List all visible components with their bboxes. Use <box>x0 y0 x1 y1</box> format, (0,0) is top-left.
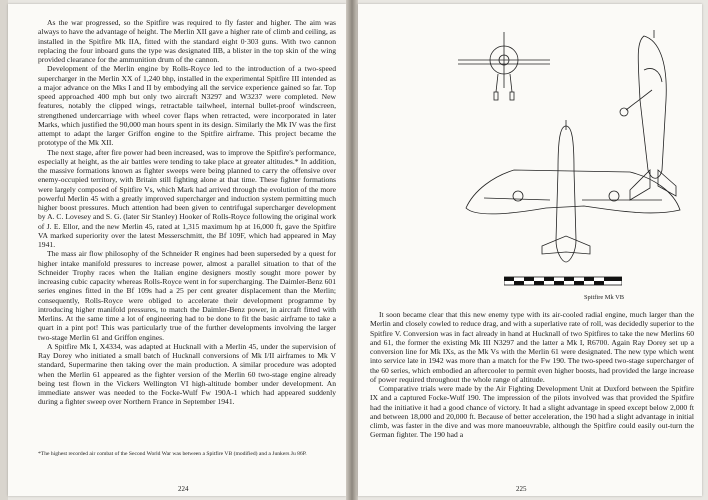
scale-bar <box>504 276 622 286</box>
left-page <box>8 4 346 496</box>
right-body-text <box>370 310 694 440</box>
paragraph: It soon became clear that this new enemy type with its air-cooled radial engine, much larger than the Merlin and closely cowled to reduce drag, and with a superlative rate of roll, was decidedly superior to the Spitfire V. Conversion was in fact already in hand at Hucknall of two Spitfires to take the new Merlins 60 and 61, the former the existing Mk III N3297 and the latter a Mk I, R6700. Again Ray Dorey set up a conversion line for Mk IXs, as the Mk Vs with the Merlin 61 were designated. The new type which went into service late in 1942 was more than a match for the Fw 190. The two-speed two-stage supercharger of the 60 series, which embodied an aftercooler to permit even higher boosts, had provided the large increase of power required throughout the whole range of altitude. <box>370 310 694 384</box>
paragraph: A Spitfire Mk I, X4334, was adapted at Hucknall with a Merlin 45, under the supervision of Ray Dorey who initiated a small batch of Hucknall conversions of Mk I/II airframes to Mk V standard, Supermarine then taking over the main production. A similar procedure was adopted when the Merlin 61 appeared as the fighter version of the Merlin 60 two-stage engine already being test flown in the Vickers Wellington VI high-altitude bomber under development. An immediate answer was needed to the Focke-Wulf Fw 190A-1 which had appeared suddenly during a fighter sweep over Northern France in September 1941. <box>38 341 336 407</box>
paragraph: Development of the Merlin engine by Rolls-Royce led to the introduction of a two-speed supercharger in the Merlin XX of 1,240 bhp, installed in the experimental Spitfire III intended as a major advance on the Mks I and II by embodying all the service experience gained so far. Top speed approached 400 mph but only two aircraft N3297 and W3237 were completed. New features, notably the clipped wings, retractable tailwheel, internal bullet-proof windscreen, strengthened undercarriage with wheel cover flaps when retracted, were incorporated in later Marks, which justified the 90,000 man hours spent in its design. Similarly the Mk IV was the first attempt to adapt the larger Griffon engine to the Spitfire airframe. This project became the prototype of the Mk XII. <box>38 64 336 148</box>
front-view-drawing <box>458 32 550 100</box>
footnote: *The highest recorded air combat of the Second World War was between a Spitfire VB (modified) and a Junkers Ju 86P. <box>38 451 307 457</box>
page-stack-edge <box>0 0 8 500</box>
figure-caption: Spitfire Mk VB <box>584 294 625 301</box>
right-page <box>358 4 702 496</box>
page-number-right: 225 <box>516 485 527 493</box>
paragraph: The mass air flow philosophy of the Schneider R engines had been superseded by a quest for higher intake manifold pressures to increase power, almost a parallel situation to that of the Schneider Trophy races when the Italian engine designers mostly sought more power by increasing cubic capacity whereas Rolls-Royce went in for supercharging. The Daimler-Benz 601 series engines fitted in the Bf 109s had a 25 per cent greater displacement than the Merlin; consequently, Rolls-Royce were obliged to accelerate their development programme by introducing higher manifold pressures, to match the Daimler-Benz power, in aircraft fitted with Merlins. At the same time a lot of engineering had to be done to fit the basic airframe to take a quart in a pint pot! This was particularly true of the further developments involving the larger two-stage Merlin 61 and Griffon engines. <box>38 249 336 342</box>
left-body-text <box>38 18 336 407</box>
paragraph: Comparative trials were made by the Air Fighting Development Unit at Duxford between the Spitfire IX and a captured Focke-Wulf 190. The impression of the pilots involved was that provided the Spitfire had the initiative it had a good chance of victory. It had a slight advantage in speed except below 2,000 ft and between 18,000 and 20,000 ft. Because of better acceleration, the 190 had a slight advantage in initial climb, was faster in the dive and was more manoeuvrable, although the Spitfire could easily out-turn the German fighter. The 190 had a <box>370 384 694 440</box>
paragraph: The next stage, after fire power had been increased, was to improve the Spitfire's performance, especially at height, as the air battles were tending to take place at greater altitudes.* In addition, the massive formations known as fighter sweeps were being planned to carry the offensive over enemy-occupied territory, with Britain still fighting alone at that time. These fighter formations were largely composed of Spitfire Vs, which Mark had arrived through the evolution of the more powerful Merlin 45 with a greatly improved supercharger and induction system permitting much higher boost pressures. Much attention had been given to centrifugal supercharger development by A. C. Lovesey and S. G. (later Sir Stanley) Hooker of Rolls-Royce following the original work of J. E. Ellor, and the new Merlin 45, rated at 1,315 maximum hp at 16,000 ft, gave the Spitfire VA marked superiority over the latest Messerschmitt, the Bf 109F, which had appeared in May 1941. <box>38 147 336 249</box>
book-gutter <box>346 0 358 500</box>
spitfire-drawing <box>454 30 692 292</box>
page-number-left: 224 <box>178 485 189 493</box>
plan-view-drawing <box>466 120 680 262</box>
paragraph: As the war progressed, so the Spitfire was required to fly faster and higher. The aim was always to have the advantage of height. The Merlin XII gave a higher rate of climb and ceiling, as installed in the Spitfire Mk IIA, fitted with the standard eight 0·303 guns. With two cannon replacing the four inboard guns the type was designated IIB, a blister in the top skin of the wing provided clearance for the ammunition drum of the cannon. <box>38 18 336 64</box>
side-view-drawing <box>620 30 676 200</box>
